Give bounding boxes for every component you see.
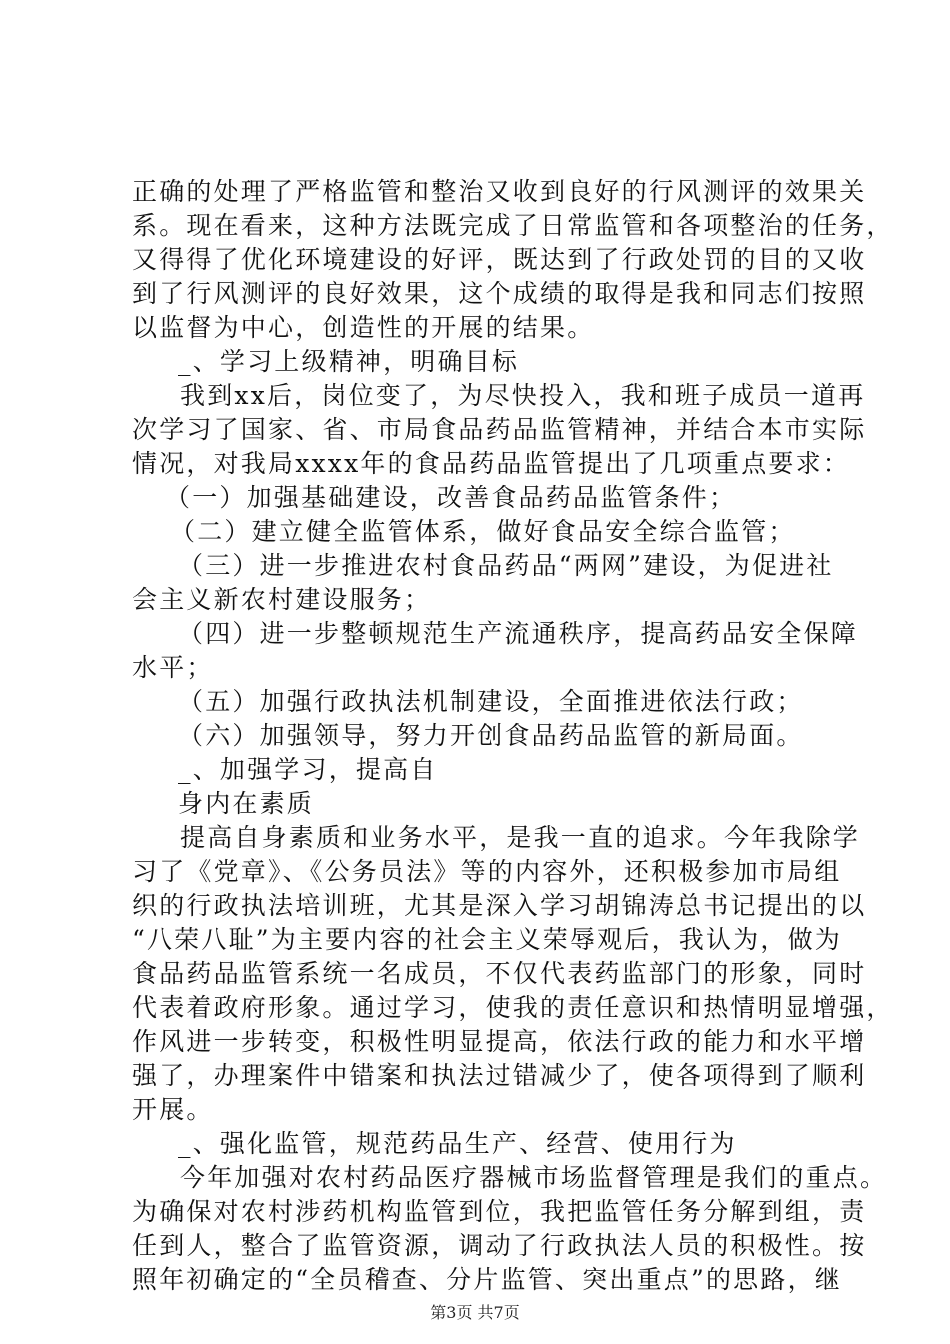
list-item: （四）进一步整顿规范生产流通秩序，提高药品安全保障 — [178, 619, 859, 648]
text-line: 情况，对我局xxxx年的食品药品监管提出了几项重点要求： — [132, 449, 850, 478]
text-line: 食品药品监管系统一名成员，不仅代表药监部门的形象，同时 — [132, 959, 867, 988]
text-line: 提高自身素质和业务水平，是我一直的追求。今年我除学 — [180, 823, 861, 852]
text-line: 习了《党章》、《公务员法》等的内容外，还积极参加市局组 — [132, 857, 842, 886]
list-item: （二）建立健全监管体系，做好食品安全综合监管； — [170, 517, 796, 546]
section-heading: _、强化监管，规范药品生产、经营、使用行为 — [178, 1129, 737, 1158]
page-footer: 第3页 共7页 — [430, 1303, 520, 1322]
text-line: 强了，办理案件中错案和执法过错减少了，使各项得到了顺利 — [132, 1061, 867, 1090]
list-item: （五）加强行政执法机制建设，全面推进依法行政； — [178, 687, 804, 716]
text-line: 系。现在看来，这种方法既完成了日常监管和各项整治的任务， — [132, 211, 894, 240]
section-heading: 身内在素质 — [178, 789, 315, 818]
text-line: 次学习了国家、省、市局食品药品监管精神，并结合本市实际 — [132, 415, 867, 444]
text-line: 水平； — [132, 653, 214, 682]
text-line: 代表着政府形象。通过学习，使我的责任意识和热情明显增强， — [132, 993, 894, 1022]
list-item: （六）加强领导，努力开创食品药品监管的新局面。 — [178, 721, 804, 750]
text-line: 又得得了优化环境建设的好评，既达到了行政处罚的目的又收 — [132, 245, 867, 274]
text-line: 为确保对农村涉药机构监管到位，我把监管任务分解到组，责 — [132, 1197, 867, 1226]
text-line: 作风进一步转变，积极性明显提高，依法行政的能力和水平增 — [132, 1027, 867, 1056]
text-line: 我到xx后，岗位变了，为尽快投入，我和班子成员一道再 — [180, 381, 866, 410]
section-heading: _、加强学习，提高自 — [178, 755, 438, 784]
text-line: 正确的处理了严格监管和整治又收到良好的行风测评的效果关 — [132, 177, 867, 206]
text-line: 以监督为中心，创造性的开展的结果。 — [132, 313, 595, 342]
section-heading: _、学习上级精神，明确目标 — [178, 347, 520, 376]
text-line: 开展。 — [132, 1095, 214, 1124]
text-line: 今年加强对农村药品医疗器械市场监督管理是我们的重点。 — [180, 1163, 888, 1192]
text-line: 任到人，整合了监管资源，调动了行政执法人员的积极性。按 — [132, 1231, 867, 1260]
list-item: （三）进一步推进农村食品药品“两网”建设，为促进社 — [178, 551, 834, 580]
text-line: 到了行风测评的良好效果，这个成绩的取得是我和同志们按照 — [132, 279, 867, 308]
text-line: “八荣八耻”为主要内容的社会主义荣辱观后，我认为，做为 — [132, 925, 842, 954]
text-line: 织的行政执法培训班，尤其是深入学习胡锦涛总书记提出的以 — [132, 891, 867, 920]
list-item: （一）加强基础建设，改善食品药品监管条件； — [165, 483, 737, 512]
text-line: 会主义新农村建设服务； — [132, 585, 432, 614]
text-line: 照年初确定的“全员稽查、分片监管、突出重点”的思路，继 — [132, 1265, 842, 1294]
